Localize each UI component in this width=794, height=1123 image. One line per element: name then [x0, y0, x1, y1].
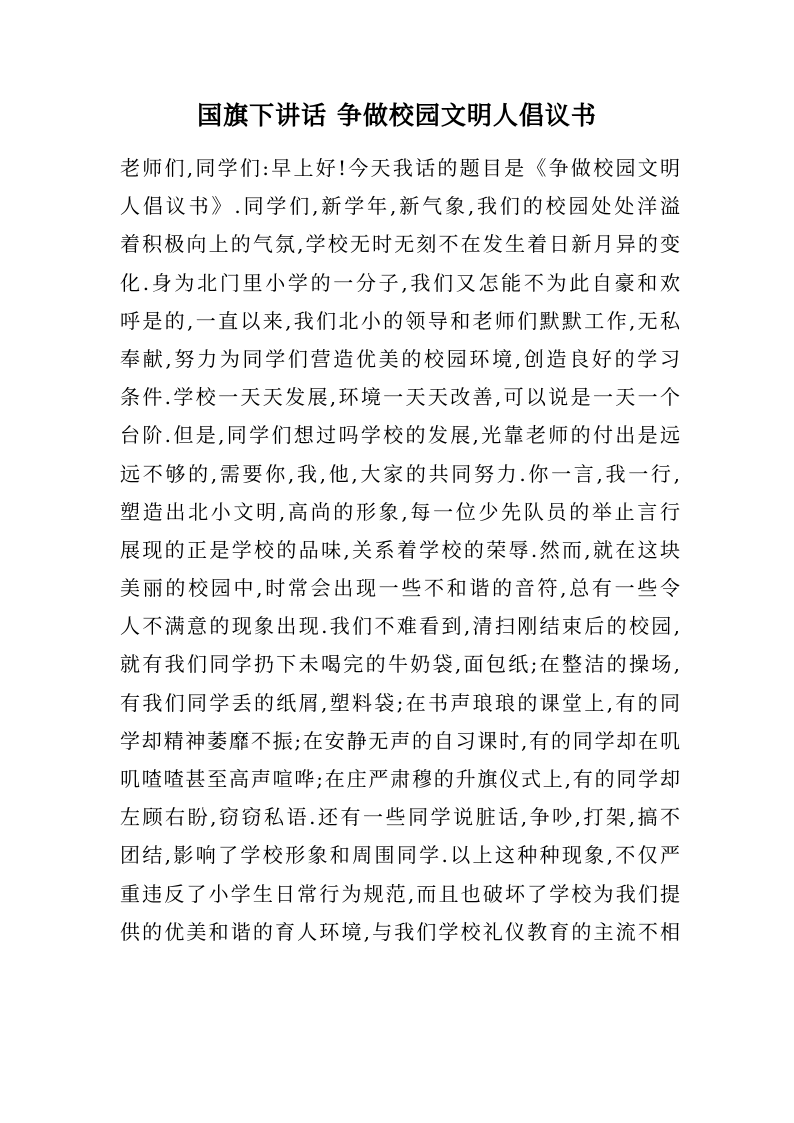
body-line-8: 台阶.但是,同学们想过吗学校的发展,光靠老师的付出是远 — [120, 423, 680, 448]
body-line-19: 团结,影响了学校形象和周围同学.以上这种种现象,不仅严 — [120, 843, 680, 868]
body-line-17: 叽喳喳甚至高声喧哗;在庄严肃穆的升旗仪式上,有的同学却 — [120, 767, 680, 791]
body-line-4: 化.身为北门里小学的一分子,我们又怎能不为此自豪和欢 — [120, 270, 680, 295]
body-line-9: 远不够的,需要你,我,他,大家的共同努力.你一言,我一行, — [120, 461, 680, 486]
body-line-21: 供的优美和谐的育人环境,与我们学校礼仪教育的主流不相 — [120, 919, 680, 944]
body-line-5: 呼是的,一直以来,我们北小的领导和老师们默默工作,无私 — [120, 308, 680, 333]
body-line-14: 就有我们同学扔下未喝完的牛奶袋,面包纸;在整洁的操场, — [120, 652, 680, 677]
body-line-15: 有我们同学丢的纸屑,塑料袋;在书声琅琅的课堂上,有的同 — [120, 690, 680, 715]
body-line-6: 奉献,努力为同学们营造优美的校园环境,创造良好的学习 — [120, 346, 680, 371]
body-line-1: 老师们,同学们:早上好!今天我话的题目是《争做校园文明 — [120, 156, 680, 180]
body-line-13: 人不满意的现象出现.我们不难看到,清扫刚结束后的校园, — [120, 614, 680, 639]
page-title: 国旗下讲话 争做校园文明人倡议书 — [197, 101, 597, 130]
body-line-10: 塑造出北小文明,高尚的形象,每一位少先队员的举止言行 — [120, 499, 680, 524]
body-line-20: 重违反了小学生日常行为规范,而且也破坏了学校为我们提 — [120, 881, 680, 906]
body-line-2: 人倡议书》.同学们,新学年,新气象,我们的校园处处洋溢 — [120, 194, 680, 219]
body-line-18: 左顾右盼,窃窃私语.还有一些同学说脏话,争吵,打架,搞不 — [120, 805, 680, 830]
body-line-11: 展现的正是学校的品味,关系着学校的荣辱.然而,就在这块 — [120, 537, 680, 562]
body-line-12: 美丽的校园中,时常会出现一些不和谐的音符,总有一些令 — [120, 576, 680, 601]
body-line-16: 学却精神萎靡不振;在安静无声的自习课时,有的同学却在叽 — [120, 728, 680, 753]
body-line-3: 着积极向上的气氛,学校无时无刻不在发生着日新月异的变 — [120, 232, 680, 257]
body-line-7: 条件.学校一天天发展,环境一天天改善,可以说是一天一个 — [120, 385, 680, 410]
speech-body — [120, 149, 680, 951]
